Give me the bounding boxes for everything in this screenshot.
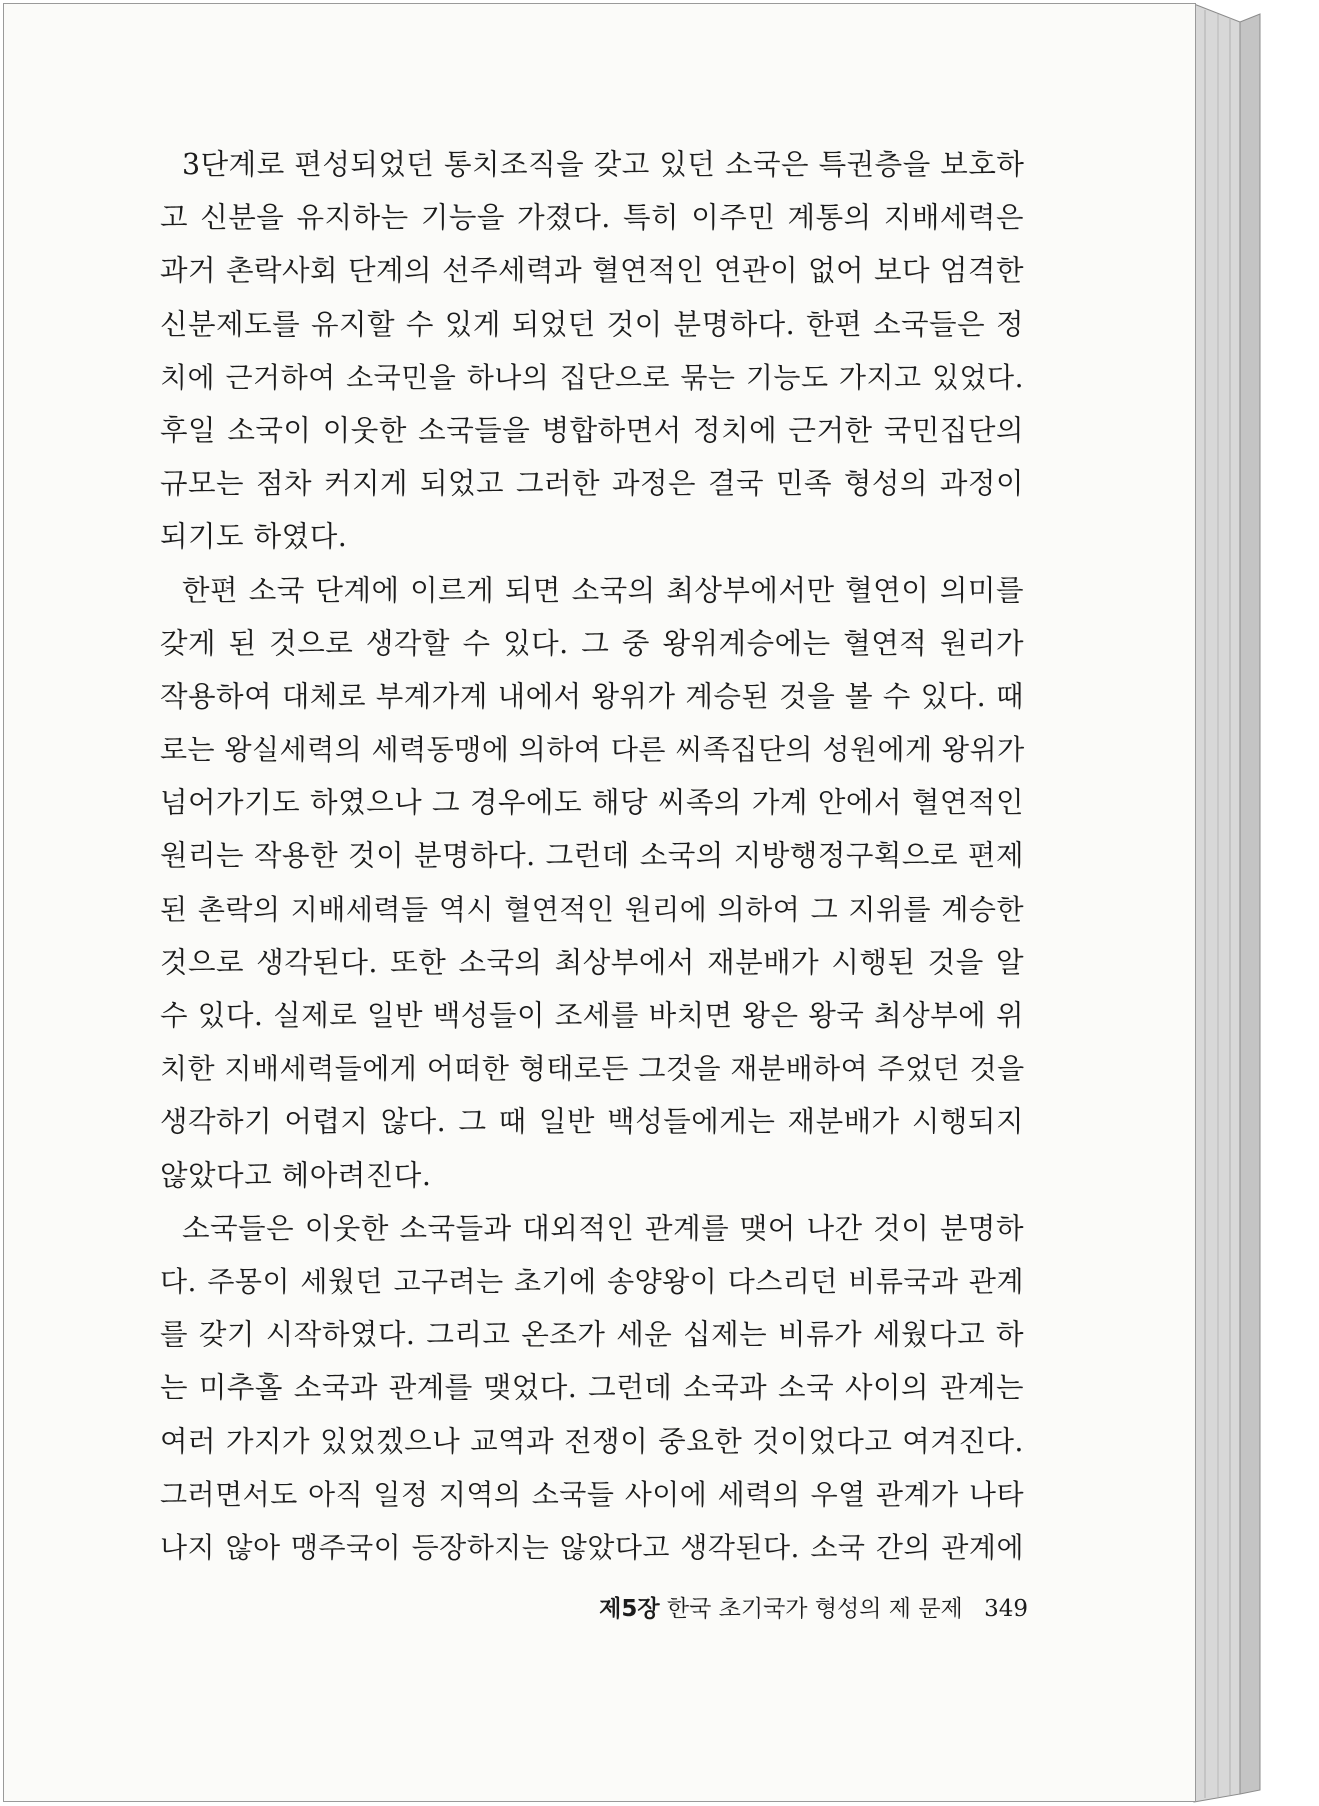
text-line: 는 미추홀 소국과 관계를 맺었다. 그런데 소국과 소국 사이의 관계는 [160,1371,1024,1405]
text-line: 된 촌락의 지배세력들 역시 혈연적인 원리에 의하여 그 지위를 계승한 [160,892,1024,926]
text-line: 규모는 점차 커지게 되었고 그러한 과정은 결국 민족 형성의 과정이 [160,467,1024,501]
page-number: 349 [984,1596,1028,1622]
text-line: 를 갖기 시작하였다. 그리고 온조가 세운 십제는 비류가 세웠다고 하 [160,1318,1024,1352]
text-line: 다. 주몽이 세웠던 고구려는 초기에 송양왕이 다스리던 비류국과 관계 [160,1264,1024,1298]
running-footer [560,1590,1028,1623]
text-line: 치한 지배세력들에게 어떠한 형태로든 그것을 재분배하여 주었던 것을 [160,1052,1025,1086]
text-line: 후일 소국이 이웃한 소국들을 병합하면서 정치에 근거한 국민집단의 [160,413,1024,447]
body-text [160,138,1024,1574]
text-line: 넘어가기도 하였으나 그 경우에도 해당 씨족의 가계 안에서 혈연적인 [160,786,1024,820]
text-line: 않았다고 헤아려진다. [160,1158,432,1192]
text-line: 소국들은 이웃한 소국들과 대외적인 관계를 맺어 나간 것이 분명하 [182,1211,1024,1245]
text-line: 갖게 된 것으로 생각할 수 있다. 그 중 왕위계승에는 혈연적 원리가 [160,626,1024,660]
text-line: 과거 촌락사회 단계의 선주세력과 혈연적인 연관이 없어 보다 엄격한 [160,254,1024,288]
text-line: 작용하여 대체로 부계가계 내에서 왕위가 계승된 것을 볼 수 있다. 때 [160,679,1024,713]
text-line: 수 있다. 실제로 일반 백성들이 조세를 바치면 왕은 왕국 최상부에 위 [160,999,1024,1032]
chapter-title: 한국 초기국가 형성의 제 문제 [666,1596,963,1622]
text-line: 치에 근거하여 소국민을 하나의 집단으로 묶는 기능도 가지고 있었다. [160,360,1024,394]
paragraph [160,1202,1024,1574]
text-line: 그러면서도 아직 일정 지역의 소국들 사이에 세력의 우열 관계가 나타 [160,1477,1024,1511]
text-line: 한편 소국 단계에 이르게 되면 소국의 최상부에서만 혈연이 의미를 [182,573,1024,607]
text-line: 3단계로 편성되었던 통치조직을 갖고 있던 소국은 특권층을 보호하 [182,148,1025,181]
paragraph [160,138,1024,564]
text-line: 여러 가지가 있었겠으나 교역과 전쟁이 중요한 것이었다고 여겨진다. [160,1424,1024,1458]
text-line: 나지 않아 맹주국이 등장하지는 않았다고 생각된다. 소국 간의 관계에 [160,1530,1024,1564]
text-line: 로는 왕실세력의 세력동맹에 의하여 다른 씨족집단의 성원에게 왕위가 [160,733,1025,767]
text-line: 되기도 하였다. [160,520,348,554]
text-line: 고 신분을 유지하는 기능을 가졌다. 특히 이주민 계통의 지배세력은 [160,201,1024,235]
text-line: 신분제도를 유지할 수 있게 되었던 것이 분명하다. 한편 소국들은 정 [160,307,1024,341]
text-line: 생각하기 어렵지 않다. 그 때 일반 백성들에게는 재분배가 시행되지 [160,1105,1024,1139]
paragraph [160,564,1024,1202]
chapter-number: 제5장 [599,1596,660,1622]
text-line: 것으로 생각된다. 또한 소국의 최상부에서 재분배가 시행된 것을 알 [160,945,1024,979]
text-line: 원리는 작용한 것이 분명하다. 그런데 소국의 지방행정구획으로 편제 [160,839,1024,873]
